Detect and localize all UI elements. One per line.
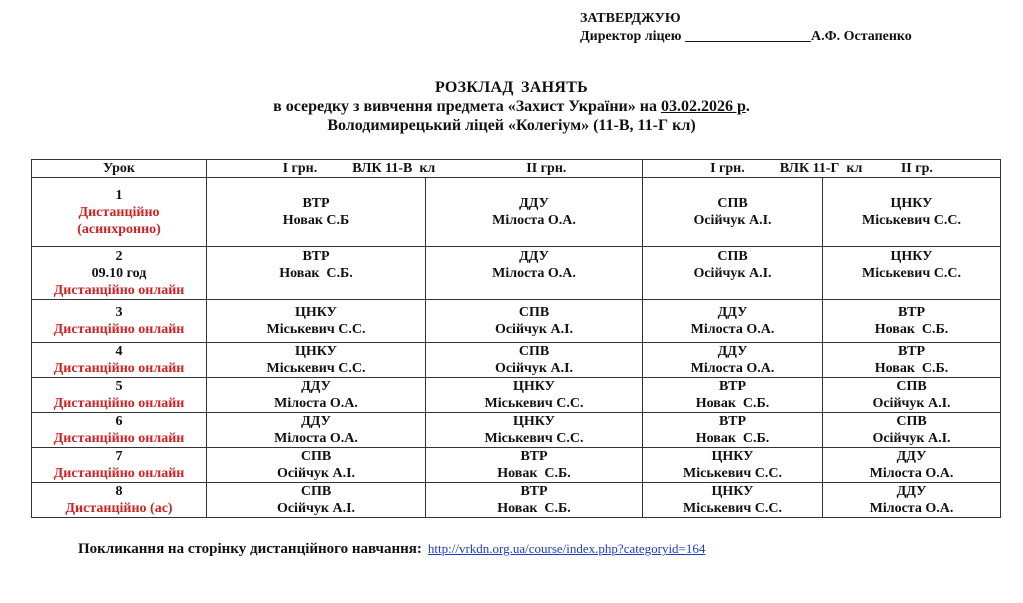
lesson-time: 09.10 год <box>91 265 147 281</box>
subject: СПВ <box>896 379 927 394</box>
subject: ВТР <box>718 414 747 429</box>
teacher: Міськевич С.С. <box>683 466 782 481</box>
teacher: Осійчук А.І. <box>276 466 356 481</box>
lesson-cell <box>32 178 207 247</box>
teacher: Мілоста О.А. <box>690 361 775 376</box>
schedule-cell <box>823 178 1001 247</box>
lesson-number: 7 <box>115 449 123 464</box>
schedule-cell <box>207 413 426 448</box>
schedule-cell <box>643 483 823 518</box>
subject: ДДУ <box>519 248 549 264</box>
teacher: Новак С.Б <box>282 213 350 228</box>
subject: ДДУ <box>301 379 331 394</box>
subject: ДДУ <box>717 344 748 359</box>
lesson-mode: Дистанційно (ас) <box>65 501 173 516</box>
lesson-number: 4 <box>115 344 123 359</box>
lesson-number: 2 <box>115 248 123 264</box>
teacher: Мілоста О.А. <box>869 501 954 516</box>
lesson-mode: Дистанційно онлайн <box>53 282 185 298</box>
teacher: Новак С.Б. <box>497 501 571 516</box>
signature-blank: __________________ <box>684 29 811 44</box>
subject: ЦНКУ <box>890 248 933 264</box>
table-row <box>32 483 1001 518</box>
schedule-cell <box>823 300 1001 343</box>
subject: СПВ <box>518 344 550 359</box>
teacher: Міськевич С.С. <box>862 213 961 228</box>
subject: ЦНКУ <box>711 449 754 464</box>
schedule-cell <box>643 413 823 448</box>
lesson-number: 3 <box>115 305 123 320</box>
lesson-cell <box>32 343 207 378</box>
subject: ЦНКУ <box>513 379 555 394</box>
lesson-mode: Дистанційно онлайн <box>53 396 185 411</box>
teacher: Новак С.Б. <box>497 466 571 481</box>
subject: ВТР <box>718 379 747 394</box>
teacher: Осійчук А.І. <box>872 431 951 446</box>
subject: ЦНКУ <box>711 484 754 499</box>
table-row <box>32 413 1001 448</box>
teacher: Осійчук А.І. <box>494 322 574 337</box>
lesson-cell <box>32 448 207 483</box>
schedule-cell <box>207 247 426 300</box>
schedule-cell <box>426 247 643 300</box>
subject: ДДУ <box>896 449 927 464</box>
subtitle-text: в осередку з вивчення предмета «Захист України» на <box>273 98 661 115</box>
subject: СПВ <box>300 484 332 499</box>
subject: СПВ <box>300 449 332 464</box>
table-row <box>32 343 1001 378</box>
subject: СПВ <box>717 248 748 264</box>
schedule-cell <box>823 378 1001 413</box>
teacher: Осійчук А.І. <box>494 361 574 376</box>
subject: ДДУ <box>896 484 927 499</box>
lesson-cell <box>32 378 207 413</box>
lesson-cell <box>32 247 207 300</box>
schedule-table <box>31 159 1001 518</box>
subject: ВТР <box>520 449 548 464</box>
teacher: Мілоста О.А. <box>274 396 358 411</box>
approval-signature-line <box>580 28 912 46</box>
header-class-11g: І грн. ВЛК 11-Г кл ІІ гр. <box>643 160 1001 178</box>
teacher: Мілоста О.А. <box>274 431 358 446</box>
subject: ВТР <box>302 196 330 211</box>
table-row <box>32 178 1001 247</box>
schedule-cell <box>426 343 643 378</box>
subtitle-suffix: . <box>745 98 750 115</box>
subject: СПВ <box>518 305 550 320</box>
lesson-mode: Дистанційно онлайн <box>53 431 185 446</box>
schedule-subtitle <box>0 97 1023 116</box>
teacher: Мілоста О.А. <box>869 466 954 481</box>
teacher: Осійчук А.І. <box>276 501 356 516</box>
subject: ЦНКУ <box>295 344 337 359</box>
schedule-date: 03.02.2026 р <box>660 98 746 115</box>
schedule-cell <box>823 343 1001 378</box>
subject: ВТР <box>897 305 926 320</box>
lesson-cell <box>32 483 207 518</box>
teacher: Новак С.Б. <box>279 265 353 281</box>
subject: ВТР <box>302 248 330 264</box>
approval-heading: ЗАТВЕРДЖУЮ <box>580 11 681 26</box>
lesson-number: 5 <box>115 379 123 394</box>
schedule-cell <box>426 483 643 518</box>
teacher: Осійчук А.І. <box>693 265 772 281</box>
schedule-cell <box>207 483 426 518</box>
schedule-cell <box>823 448 1001 483</box>
teacher: Міськевич С.С. <box>484 396 584 411</box>
distance-learning-link[interactable]: http://vrkdn.org.ua/course/index.php?categoryid=164 <box>427 541 706 556</box>
table-header-row <box>32 160 1001 178</box>
schedule-cell <box>643 448 823 483</box>
school-name: Володимирецький ліцей «Колегіум» (11-В, 11-Г кл) <box>327 117 696 134</box>
footer <box>78 541 705 558</box>
approval-position: Директор ліцею <box>580 29 682 44</box>
table-row <box>32 378 1001 413</box>
schedule-title: РОЗКЛАД ЗАНЯТЬ <box>434 79 589 96</box>
schedule-cell <box>426 378 643 413</box>
table-row <box>32 448 1001 483</box>
lesson-cell <box>32 413 207 448</box>
schedule-cell <box>207 448 426 483</box>
teacher: Новак С.Б. <box>874 361 949 376</box>
subject: ЦНКУ <box>295 305 337 320</box>
document-titles <box>0 78 1023 135</box>
footer-label: Покликання на сторінку дистанційного навчання: <box>78 541 422 557</box>
teacher: Новак С.Б. <box>695 431 770 446</box>
approval-block <box>580 10 912 46</box>
subject: ВТР <box>520 484 548 499</box>
subject: ДДУ <box>519 196 549 211</box>
lesson-mode: Дистанційно онлайн <box>53 361 185 376</box>
schedule-cell <box>643 378 823 413</box>
lesson-mode: Дистанційно онлайн <box>53 322 185 337</box>
teacher: Мілоста О.А. <box>492 213 576 228</box>
table-row <box>32 300 1001 343</box>
subject: ЦНКУ <box>890 196 933 211</box>
schedule-cell <box>426 178 643 247</box>
subject: ЦНКУ <box>513 414 555 429</box>
teacher: Міськевич С.С. <box>484 431 584 446</box>
lesson-number: 8 <box>115 484 123 499</box>
teacher: Новак С.Б. <box>874 322 949 337</box>
table-row <box>32 247 1001 300</box>
teacher: Мілоста О.А. <box>690 322 775 337</box>
teacher: Осійчук А.І. <box>872 396 951 411</box>
subject: СПВ <box>717 196 748 211</box>
teacher: Міськевич С.С. <box>862 265 961 281</box>
subject: ДДУ <box>717 305 748 320</box>
header-class-11v: І грн. ВЛК 11-В кл ІІ грн. <box>207 160 643 178</box>
teacher: Осійчук А.І. <box>693 213 772 228</box>
schedule-cell <box>643 343 823 378</box>
teacher: Новак С.Б. <box>695 396 770 411</box>
schedule-cell <box>643 247 823 300</box>
header-lesson: Урок <box>32 160 207 178</box>
teacher: Міськевич С.С. <box>266 361 366 376</box>
teacher: Міськевич С.С. <box>683 501 782 516</box>
schedule-cell <box>823 483 1001 518</box>
schedule-cell <box>426 448 643 483</box>
director-name: А.Ф. Остапенко <box>810 29 912 44</box>
schedule-cell <box>823 413 1001 448</box>
schedule-cell <box>426 300 643 343</box>
schedule-cell <box>207 378 426 413</box>
subject: ВТР <box>897 344 926 359</box>
schedule-cell <box>207 300 426 343</box>
schedule-cell <box>207 343 426 378</box>
lesson-number: 6 <box>115 414 123 429</box>
schedule-cell <box>823 247 1001 300</box>
schedule-cell <box>207 178 426 247</box>
schedule-cell <box>643 300 823 343</box>
lesson-cell <box>32 300 207 343</box>
schedule-cell <box>643 178 823 247</box>
subject: СПВ <box>896 414 927 429</box>
lesson-number: 1 <box>115 187 123 203</box>
lesson-mode: Дистанційно (асинхронно) <box>77 204 161 237</box>
teacher: Міськевич С.С. <box>266 322 366 337</box>
lesson-mode: Дистанційно онлайн <box>53 466 185 481</box>
schedule-cell <box>426 413 643 448</box>
teacher: Мілоста О.А. <box>492 265 576 281</box>
subject: ДДУ <box>301 414 331 429</box>
